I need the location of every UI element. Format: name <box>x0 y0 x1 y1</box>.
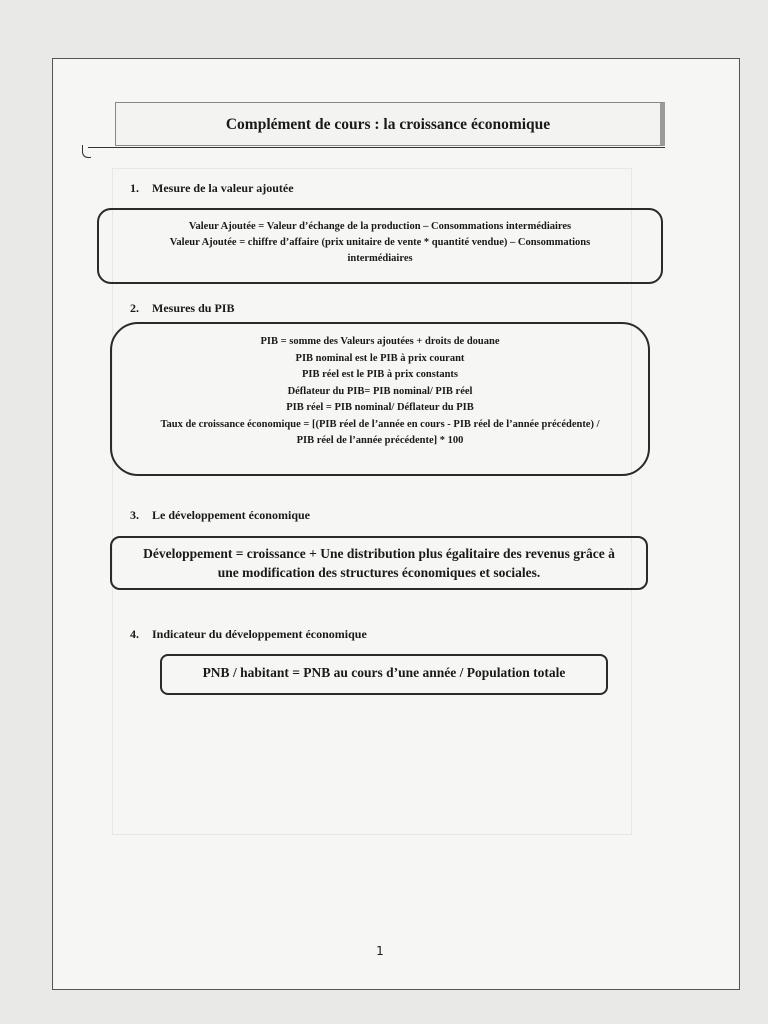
section-2-heading <box>130 301 234 316</box>
title-underline-hook <box>82 145 91 158</box>
section-4-title: Indicateur du développement économique <box>152 627 367 641</box>
document-title: Complément de cours : la croissance économique <box>115 102 665 146</box>
section-2-number: 2. <box>130 301 139 315</box>
formula-line: PIB réel = PIB nominal/ Déflateur du PIB <box>286 402 474 413</box>
section-2-title: Mesures du PIB <box>152 301 235 315</box>
formula-line: PIB réel est le PIB à prix constants <box>301 369 459 380</box>
title-underline <box>88 147 665 148</box>
section-3-number: 3. <box>130 508 139 522</box>
formula-line: Valeur Ajoutée = chiffre d’affaire (prix unitaire de vente * quantité vendue) – Consommations <box>169 237 591 248</box>
formula-line: Déflateur du PIB= PIB nominal/ PIB réel <box>287 385 473 397</box>
formula-line: Valeur Ajoutée = Valeur d’échange de la production – Consommations intermédiaires <box>188 221 572 232</box>
development-definition-box <box>110 536 648 590</box>
formula-line: intermédiaires <box>347 253 413 264</box>
section-1-heading <box>130 181 294 196</box>
formula-line: PNB / habitant = PNB au cours d’une année / Population totale <box>202 665 566 680</box>
section-4-heading <box>130 627 367 642</box>
section-4-number: 4. <box>130 627 139 641</box>
page-number: 1 <box>376 944 384 958</box>
definition-line: une modification des structures économiques et sociales. <box>217 565 541 580</box>
formula-line: PIB réel de l’année précédente] * 100 <box>296 435 464 446</box>
section-3-title: Le développement économique <box>152 508 310 522</box>
section-1-number: 1. <box>130 181 139 195</box>
gnp-per-capita-box <box>160 654 608 695</box>
gdp-formula-box <box>110 322 650 476</box>
value-added-formula-box <box>97 208 663 284</box>
document-page <box>52 58 740 990</box>
formula-line: Taux de croissance économique = [(PIB réel de l’année en cours - PIB réel de l’année précédente) / <box>160 418 600 430</box>
formula-line: PIB = somme des Valeurs ajoutées + droits de douane <box>260 336 500 347</box>
section-3-heading <box>130 508 310 523</box>
section-1-title: Mesure de la valeur ajoutée <box>152 181 294 195</box>
formula-line: PIB nominal est le PIB à prix courant <box>295 352 465 364</box>
definition-line: Développement = croissance + Une distribution plus égalitaire des revenus grâce à <box>143 546 615 561</box>
